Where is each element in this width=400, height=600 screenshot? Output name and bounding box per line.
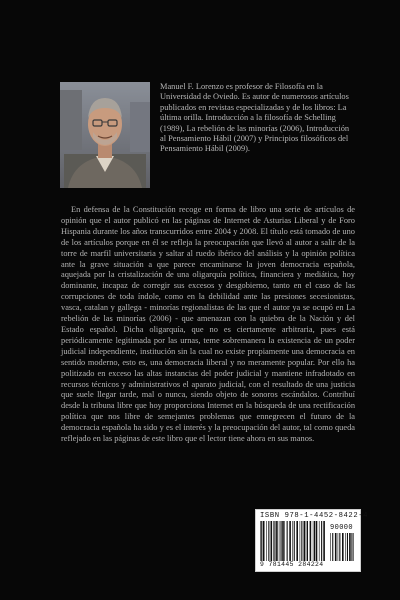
author-bio-text: Manuel F. Lorenzo es profesor de Filosofía en la Universidad de Oviedo. Es autor de numerosos artículos publicados en revistas especializadas y de los libros: La última orilla. Introducción a la filosofía de Schelling (1989), La rebelión de las minorías (2006), Introducción al Pensamiento Hábil (2007) y Principios filosóficos del Pensamiento Hábil (2009). — [160, 82, 350, 154]
price-code: 90000 — [330, 524, 354, 532]
description-paragraph: En defensa de la Constitución recoge en forma de libro una serie de artículos de opinión que el autor publicó en las páginas de Internet de Asturias Liberal y de Foro Hispania durante los años transcurridos entre 2004 y 2008. El título está tomado de uno de los artículos porque en él se refleja la preocupación que llevó al autor a salir de la torre de marfil universitaria y saltar al ruedo ibérico del análisis y la opinión política ante la grave situación a que parece encaminarse la joven democracia española, aquejada por la cristalización de una oligarquía política, financiera y mediática, hoy dominante, incapaz de corregir sus excesos y desgobierno, tanto en el caso de las corrupciones de toda índole, como en la debilidad ante las presiones secesionistas, vasca, catalan y gallega - minorías regionalistas de las que el autor ya se ocupó en La rebelión de las minorías (2006) - que amenazan con la quiebra de la Nación y del Estado español. Dicha oligarquía, que no es ciertamente arbitraria, pues está periódicamente legitimada por las urnas, teme sobremanera la existencia de un poder judicial independiente, institución sin la cual no existe propiamente una democracia en sentido moderno, esto es, una democracia liberal y no meramente popular. Por ello ha politizado en exceso las altas instancias del poder judicial y mantiene infradotado en recursos técnicos y administrativos el aparato judicial, con el resultado de una justicia que suele llegar tarde, mal o nunca, siendo objeto de sonoros escándalos. Contribuí desde la tribuna libre que hoy proporciona Internet en la búsqueda de una rectificación política que nos libre de semejantes problemas que ennegrecen el futuro de la democracia española ha sido y es el interés y la preocupación del autor, tal como queda reflejado en las páginas de este libro que el lector tiene ahora en sus manos. — [61, 205, 355, 444]
ean-barcode-bars — [260, 521, 326, 561]
author-bio — [160, 82, 356, 155]
author-photo — [60, 82, 150, 188]
addon-barcode-bars — [330, 533, 356, 561]
isbn-label: ISBN 978-1-4452-8422-4 — [260, 512, 369, 520]
back-cover-description — [61, 205, 355, 445]
ean-number: 9 781445 284224 — [260, 561, 324, 568]
isbn-barcode — [255, 509, 369, 572]
